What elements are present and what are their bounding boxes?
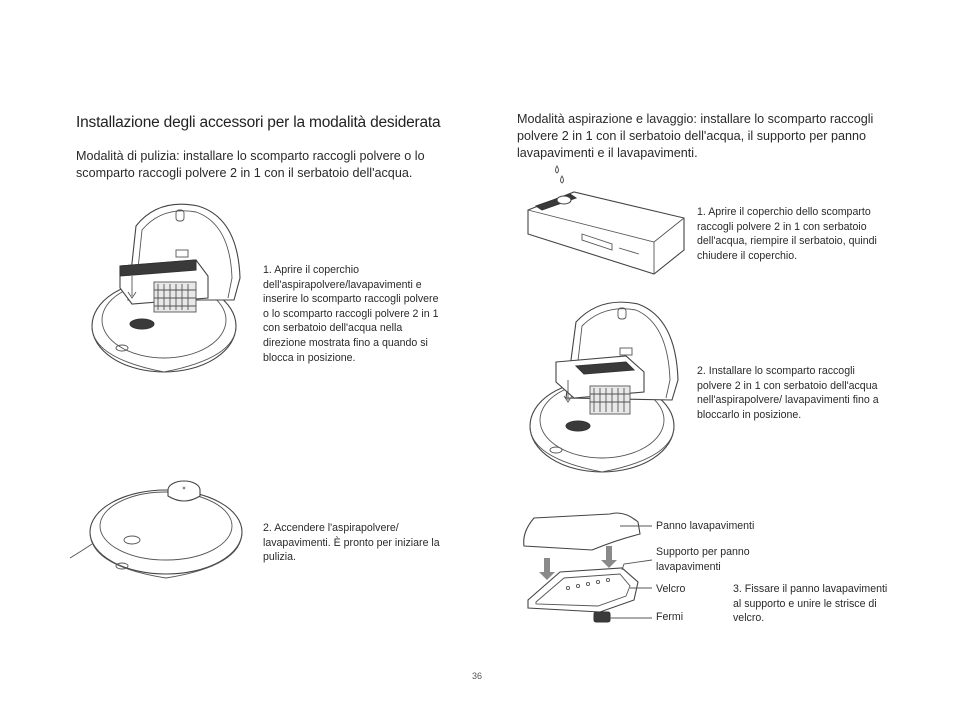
- right-step-1: 1. Aprire il coperchio dello scomparto raccogli polvere 2 in 1 con serbatoio dell'acqua, riempire il serbatoio, quindi chiudere il coperchio.: [697, 206, 877, 262]
- section-title: Installazione degli accessori per la modalità desiderata: [76, 114, 441, 131]
- cleaning-mode-intro: Modalità di pulizia: installare lo scomparto raccogli polvere o lo scomparto raccogli polvere 2 in 1 con il serbatoio dell'acqua.: [76, 149, 425, 180]
- clips-label: Fermi: [656, 611, 684, 623]
- left-step-2: 2. Accendere l'aspirapolvere/ lavapavimenti. È pronto per iniziare la pulizia.: [263, 522, 440, 564]
- mop-holder-label: Supporto per panno lavapavimenti: [656, 546, 750, 573]
- robot-closed-illustration: [70, 474, 250, 584]
- right-step-2: 2. Installare lo scomparto raccogli polvere 2 in 1 con serbatoio dell'acqua nell'aspirapolvere/ lavapavimenti fino a bloccarlo in posizione.: [697, 365, 879, 421]
- left-step-1: 1. Aprire il coperchio dell'aspirapolvere/lavapavimenti e inserire lo scomparto raccogli polvere o lo scomparto raccogli polvere 2 in 1 con serbatoio dell'acqua nella direzione mostrata fino a quando si blocca in posizione.: [263, 264, 439, 364]
- right-step-3: 3. Fissare il panno lavapavimenti al supporto e unire le strisce di velcro.: [733, 583, 888, 625]
- vacuum-mop-mode-intro: Modalità aspirazione e lavaggio: installare lo scomparto raccogli polvere 2 in 1 con il serbatoio dell'acqua, il supporto per panno lavapavimenti e il lavapavimenti.: [517, 112, 874, 160]
- robot-water-tank-install-illustration: [526, 296, 686, 476]
- page-number: 36: [471, 671, 482, 681]
- velcro-label: Velcro: [656, 583, 686, 595]
- robot-open-lid-illustration: [88, 198, 248, 378]
- mop-pad-label: Panno lavapavimenti: [656, 520, 755, 532]
- water-tank-dustbin-illustration: [524, 164, 684, 282]
- mop-holder-illustration: [520, 508, 660, 628]
